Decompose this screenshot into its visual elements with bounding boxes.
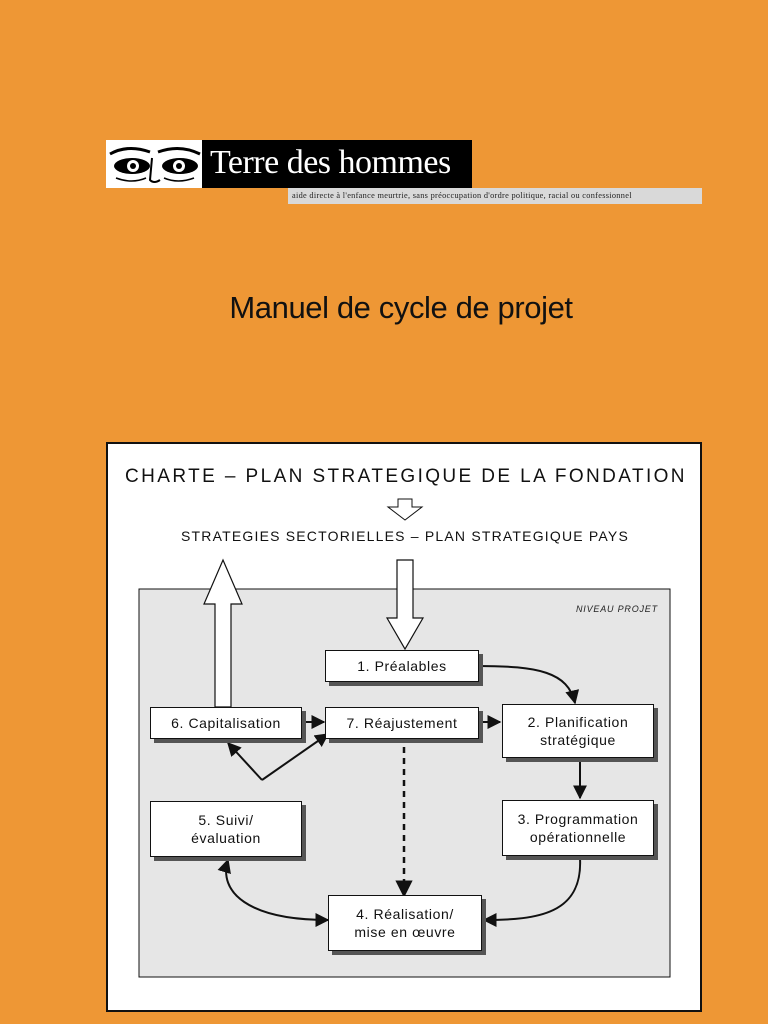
project-cycle-diagram (106, 442, 702, 1012)
step-1-prealables (325, 650, 479, 682)
step-3-label-line2: opérationnelle (529, 829, 627, 845)
step-2-label-line1: 2. Planification (527, 713, 629, 730)
step-5-label-line2: évaluation (191, 830, 261, 846)
step-4-label-line1: 4. Réalisation/ (356, 905, 454, 922)
diagram-subtitle: STRATEGIES SECTORIELLES – PLAN STRATEGIQUE PAYS (181, 528, 629, 544)
logo-tagline: aide directe à l'enfance meurtrie, sans préoccupation d'ordre politique, racial ou confessionnel (288, 188, 702, 204)
step-1-label: 1. Préalables (357, 657, 447, 674)
step-7-reajustement (325, 707, 479, 739)
step-4-label-line2: mise en œuvre (354, 924, 456, 940)
step-2-planification (502, 704, 654, 758)
small-down-arrow (388, 499, 422, 520)
logo-wordmark: Terre des hommes (210, 144, 451, 181)
step-6-label: 6. Capitalisation (171, 714, 281, 731)
step-5-label-line1: 5. Suivi/ (198, 811, 254, 828)
step-6-capitalisation (150, 707, 302, 739)
terre-des-hommes-logo (106, 140, 472, 188)
step-3-programmation (502, 800, 654, 856)
step-4-realisation (328, 895, 482, 951)
diagram-title: CHARTE – PLAN STRATEGIQUE DE LA FONDATION (125, 466, 687, 487)
step-5-suivi (150, 801, 302, 857)
step-3-label-line1: 3. Programmation (517, 810, 639, 827)
eyes-icon (106, 140, 202, 188)
step-7-label: 7. Réajustement (346, 714, 458, 731)
document-title: Manuel de cycle de projet (229, 290, 573, 325)
step-2-label-line2: stratégique (540, 732, 616, 748)
project-level-label: NIVEAU PROJET (576, 604, 658, 614)
